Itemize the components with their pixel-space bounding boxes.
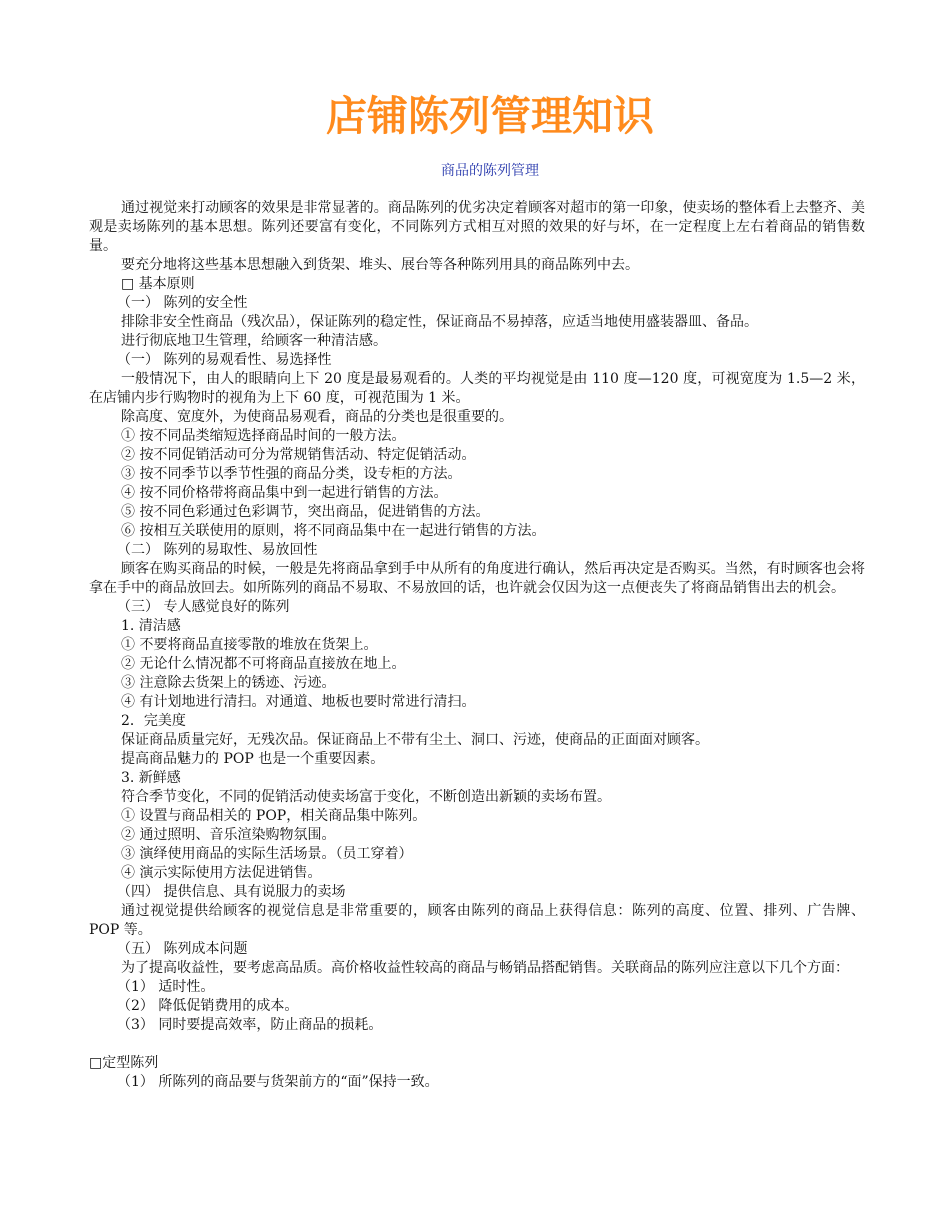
visibility-list-item: ④ 按不同价格带将商品集中到一起进行销售的方法。 <box>121 485 448 501</box>
fresh-list-item: ④ 演示实际使用方法促进销售。 <box>121 865 322 881</box>
fresh-paragraph: 符合季节变化，不同的促销活动使卖场富于变化，不断创造出新颖的卖场布置。 <box>121 789 611 805</box>
perfect-line: 保证商品质量完好，无残次品。保证商品上不带有尘土、洞口、污迹，使商品的正面面对顾客。 <box>121 732 709 748</box>
visibility-list-item: ② 按不同促销活动可分为常规销售活动、特定促销活动。 <box>121 447 476 463</box>
subsection-heading-visibility: （一） 陈列的易观看性、易选择性 <box>117 352 332 368</box>
visibility-list-item: ① 按不同品类缩短选择商品时间的一般方法。 <box>121 428 406 444</box>
fixed-display-list-item: （1） 所陈列的商品要与货架前方的“面”保持一致。 <box>117 1074 439 1090</box>
perfect-line: 提高商品魅力的 POP 也是一个重要因素。 <box>121 751 385 767</box>
cost-list-item: （3） 同时要提高效率，防止商品的损耗。 <box>117 1017 383 1033</box>
clean-list-item: ③ 注意除去货架上的锈迹、污迹。 <box>121 675 336 691</box>
perfect-heading: 2．完美度 <box>121 713 186 729</box>
clean-list-item: ① 不要将商品直接零散的堆放在货架上。 <box>121 637 378 653</box>
subsection-heading-feeling: （三） 专人感觉良好的陈列 <box>117 599 290 615</box>
fresh-list-item: ① 设置与商品相关的 POP，相关商品集中陈列。 <box>121 808 427 824</box>
visibility-list-item: ⑥ 按相互关联使用的原则，将不同商品集中在一起进行销售的方法。 <box>121 523 546 539</box>
visibility-list-item: ③ 按不同季节以季节性强的商品分类，设专柜的方法。 <box>121 466 462 482</box>
document-title: 店铺陈列管理知识 <box>326 92 654 140</box>
intro-paragraph: 通过视觉来打动顾客的效果是非常显著的。商品陈列的优劣决定着顾客对超市的第一印象，使卖场的整体看上去整齐、美观是卖场陈列的基本思想。陈列还要富有变化，不同陈列方式相互对照的效果的好与坏，在一定程度上左右着商品的销售数量。 <box>89 200 865 254</box>
fresh-list-item: ③ 演绎使用商品的实际生活场景。（员工穿着） <box>121 846 413 862</box>
cost-list-item: （1） 适时性。 <box>117 979 215 995</box>
intro-paragraph: 要充分地将这些基本思想融入到货架、堆头、展台等各种陈列用具的商品陈列中去。 <box>121 257 639 273</box>
visibility-paragraph: 除高度、宽度外，为使商品易观看，商品的分类也是很重要的。 <box>121 409 513 425</box>
section-heading-basic-principles: □ 基本原则 <box>121 276 195 292</box>
cost-paragraph: 为了提高收益性，要考虑高品质。高价格收益性较高的商品与畅销品搭配销售。关联商品的陈列应注意以下几个方面： <box>121 960 849 976</box>
subsection-heading-safety: （一） 陈列的安全性 <box>117 295 248 311</box>
visibility-list-item: ⑤ 按不同色彩通过色彩调节，突出商品，促进销售的方法。 <box>121 504 490 520</box>
cost-list-item: （2） 降低促销费用的成本。 <box>117 998 299 1014</box>
safety-line: 排除非安全性商品（残次品），保证陈列的稳定性，保证商品不易掉落，应适当地使用盛装器皿、备品。 <box>121 314 758 330</box>
visibility-paragraph: 一般情况下，由人的眼睛向上下 20 度是最易观看的。人类的平均视觉是由 110 度—120 度，可视宽度为 1.5—2 米，在店铺内步行购物时的视角为上下 60 度，可视范围为 1 米。 <box>89 371 865 406</box>
subsection-heading-cost: （五） 陈列成本问题 <box>117 941 248 957</box>
paragraph-gap <box>89 1035 865 1054</box>
subsection-heading-accessibility: （二） 陈列的易取性、易放回性 <box>117 542 318 558</box>
fresh-list-item: ② 通过照明、音乐渲染购物氛围。 <box>121 827 336 843</box>
clean-list-item: ② 无论什么情况都不可将商品直接放在地上。 <box>121 656 406 672</box>
accessibility-paragraph: 顾客在购买商品的时候，一般是先将商品拿到手中从所有的角度进行确认，然后再决定是否购买。当然，有时顾客也会将拿在手中的商品放回去。如所陈列的商品不易取、不易放回的话，也许就会仅因为这一点便丧失了将商品销售出去的机会。 <box>89 561 865 596</box>
clean-list-item: ④ 有计划地进行清扫。对通道、地板也要时常进行清扫。 <box>121 694 476 710</box>
subsection-heading-info: （四） 提供信息、具有说服力的卖场 <box>117 884 346 900</box>
info-paragraph: 通过视觉提供给顾客的视觉信息是非常重要的，顾客由陈列的商品上获得信息：陈列的高度、位置、排列、广告牌、POP 等。 <box>89 903 865 938</box>
section-heading-fixed-display: □定型陈列 <box>89 1055 159 1071</box>
document-body <box>89 199 865 1092</box>
safety-line: 进行彻底地卫生管理，给顾客一种清洁感。 <box>121 333 387 349</box>
clean-heading: 1. 清洁感 <box>121 618 181 634</box>
fresh-heading: 3. 新鲜感 <box>121 770 181 786</box>
document-subtitle: 商品的陈列管理 <box>441 163 539 179</box>
